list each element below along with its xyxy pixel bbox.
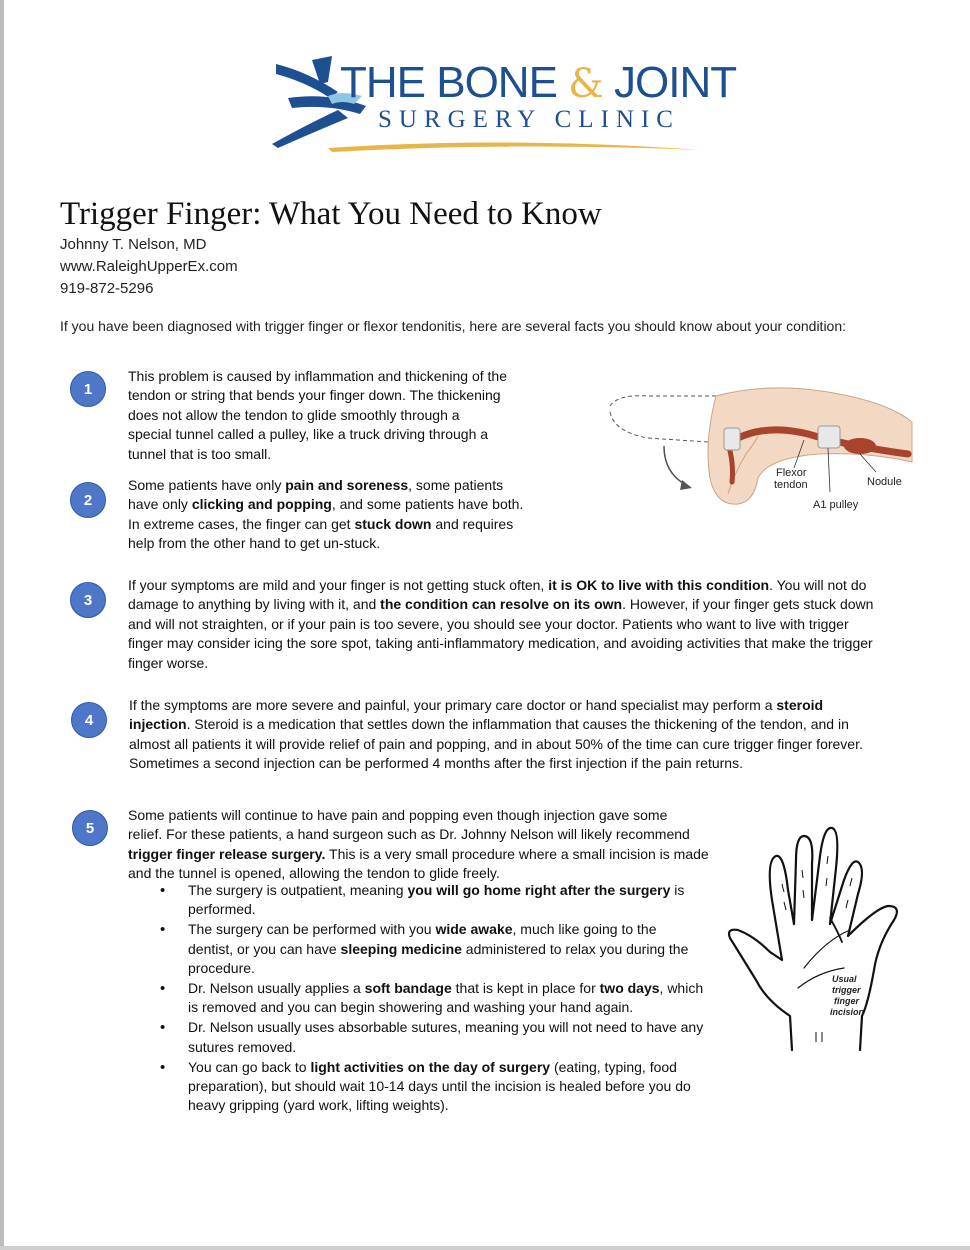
website: www.RaleighUpperEx.com bbox=[60, 258, 238, 275]
logo-text-main: THE BONE & JOINT bbox=[340, 58, 737, 107]
author: Johnny T. Nelson, MD bbox=[60, 236, 207, 253]
finger-label: finger bbox=[834, 996, 860, 1006]
page-bottom-edge bbox=[0, 1246, 970, 1250]
clinic-logo bbox=[268, 52, 737, 162]
list-item: • The surgery can be performed with you wide awake, much like going to the dentist, or you can have sleeping medicine administered to relax you during the procedure. bbox=[160, 920, 720, 978]
list-item: • The surgery is outpatient, meaning you will go home right after the surgery is performed. bbox=[160, 881, 720, 920]
flexor-label: Flexor bbox=[776, 467, 807, 479]
item-4-text: If the symptoms are more severe and painful, your primary care doctor or hand specialist may perform a steroid injection. Steroid is a medication that settles down the inflammation that causes the thickening of the tendon, and in almost all patients it will provide relief of pain and popping, and in about 50% of the time can cure trigger finger forever. Sometimes a second injection can be performed 4 months after the first injection if the pain returns. bbox=[129, 697, 863, 772]
list-item: • You can go back to light activities on the day of surgery (eating, typing, food preparation), but should wait 10-14 days until the incision is healed before you do heavy gripping (yard work, lifting weights). bbox=[160, 1058, 720, 1116]
page-title: Trigger Finger: What You Need to Know bbox=[60, 196, 602, 232]
tendon-label: tendon bbox=[774, 479, 808, 491]
a1-pulley-label: A1 pulley bbox=[813, 499, 859, 511]
item-5-text: Some patients will continue to have pain and popping even though injection gave some relief. For these patients, a hand surgeon such as Dr. Johnny Nelson will likely recommend trigger finger release surgery. This is a very small procedure where a small incision is made and the tunnel is opened, allowing the tendon to glide freely. bbox=[128, 807, 709, 882]
item-number-badge: 3 bbox=[70, 582, 106, 618]
nodule-label: Nodule bbox=[867, 476, 902, 488]
hand-incision-diagram bbox=[726, 820, 908, 1060]
finger-anatomy-diagram bbox=[608, 382, 916, 522]
list-item: • Dr. Nelson usually uses absorbable sutures, meaning you will not need to have any sutures removed. bbox=[160, 1018, 720, 1057]
item-3-text: If your symptoms are mild and your finger is not getting stuck often, it is OK to live with this condition. You will not do damage to anything by living with it, and the condition can resolve on its own. However, if your finger gets stuck down and will not straighten, or if your pain is too severe, you should see your doctor. Patients who want to live with trigger finger may consider icing the sore spot, taking anti-inflammatory medication, and avoiding activities that make the trigger finger worse. bbox=[128, 577, 874, 671]
item-number-badge: 5 bbox=[72, 810, 108, 846]
list-item: • Dr. Nelson usually applies a soft bandage that is kept in place for two days, which is removed and you can begin showering and washing your hand again. bbox=[160, 979, 720, 1018]
surgery-facts-list bbox=[160, 881, 720, 1116]
page-edge bbox=[0, 0, 4, 1250]
intro-text: If you have been diagnosed with trigger finger or flexor tendonitis, here are several facts you should know about your condition: bbox=[60, 318, 847, 334]
item-number-badge: 4 bbox=[71, 702, 107, 738]
trigger-label: trigger bbox=[832, 985, 861, 995]
item-number-badge: 2 bbox=[70, 482, 106, 518]
usual-label: Usual bbox=[832, 974, 857, 984]
item-number-badge: 1 bbox=[70, 371, 106, 407]
item-1-text: This problem is caused by inflammation and thickening of the tendon or string that bends your finger down. The thickening does not allow the tendon to glide smoothly through a special tunnel called a pulley, like a truck driving through a tunnel that is too small. bbox=[128, 368, 507, 462]
phone: 919-872-5296 bbox=[60, 280, 154, 297]
logo-text-sub: SURGERY CLINIC bbox=[378, 106, 680, 133]
incision-label: incision bbox=[830, 1007, 865, 1017]
item-2-text: Some patients have only pain and soreness, some patients have only clicking and popping, and some patients have both. In extreme cases, the finger can get stuck down and requires help from the other hand to get un-stuck. bbox=[128, 477, 524, 552]
